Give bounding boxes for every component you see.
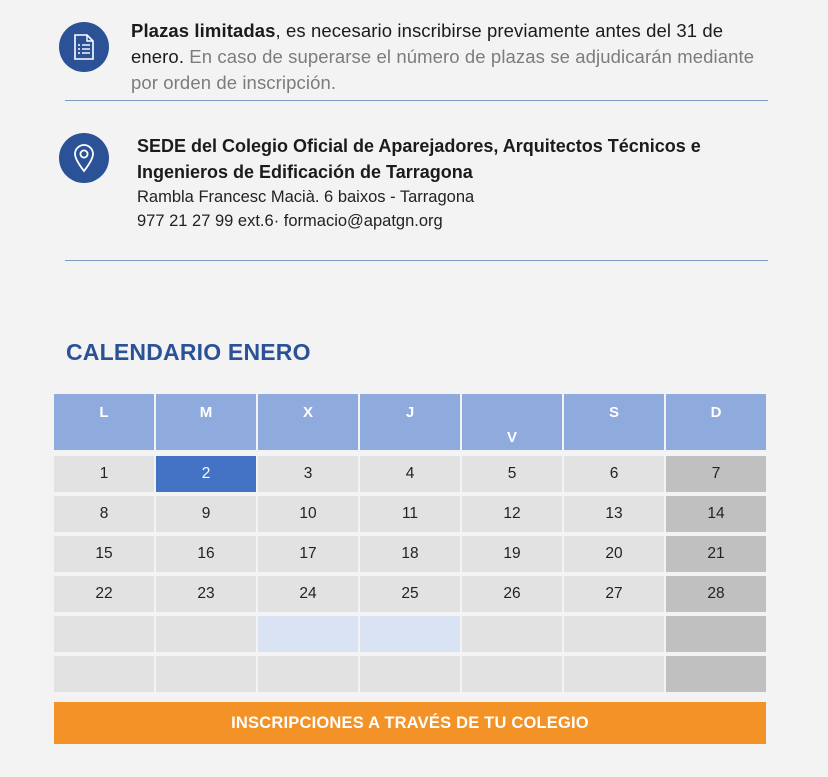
calendar-day-sunday: 21	[666, 536, 766, 572]
venue-name: SEDE del Colegio Oficial de Aparejadores, Arquitectos Técnicos e Ingenieros de Edificación de Tarragona	[137, 136, 701, 182]
calendar-week-empty	[54, 616, 766, 652]
registration-cta-banner[interactable]: INSCRIPCIONES A TRAVÉS DE TU COLEGIO	[54, 702, 766, 744]
calendar-day-sunday: 28	[666, 576, 766, 612]
calendar-day-empty	[666, 656, 766, 692]
calendar-day: 8	[54, 496, 154, 532]
calendar-day: 1	[54, 456, 154, 492]
calendar-day-empty	[258, 656, 358, 692]
calendar-day: 23	[156, 576, 256, 612]
calendar-day: 15	[54, 536, 154, 572]
calendar-day: 20	[564, 536, 664, 572]
calendar-day: 17	[258, 536, 358, 572]
day-header-v	[462, 394, 562, 450]
calendar-week-empty	[54, 656, 766, 692]
calendar-day-highlighted: 2	[156, 456, 256, 492]
registration-deadline: , es necesario inscribirse previamente antes del 31 de enero.	[131, 20, 724, 67]
calendar-day-empty	[666, 616, 766, 652]
calendar-day-sunday: 7	[666, 456, 766, 492]
calendar-day: 13	[564, 496, 664, 532]
document-list-icon	[59, 22, 109, 72]
calendar-day: 25	[360, 576, 460, 612]
calendar-day-empty	[54, 616, 154, 652]
day-header-l: L	[54, 394, 154, 450]
calendar-day: 9	[156, 496, 256, 532]
calendar-day: 22	[54, 576, 154, 612]
day-header-m: M	[156, 394, 256, 450]
calendar-day: 6	[564, 456, 664, 492]
calendar-day: 24	[258, 576, 358, 612]
location-pin-icon	[59, 133, 109, 183]
calendar-grid	[54, 394, 766, 696]
day-header-s: S	[564, 394, 664, 450]
day-header-d: D	[666, 394, 766, 450]
calendar-day: 18	[360, 536, 460, 572]
calendar-day-empty	[258, 616, 358, 652]
calendar-day: 12	[462, 496, 562, 532]
divider	[65, 100, 768, 101]
calendar-day: 11	[360, 496, 460, 532]
day-header-x: X	[258, 394, 358, 450]
day-header-v-label: V	[506, 429, 517, 446]
calendar-day-empty	[156, 616, 256, 652]
calendar-week	[54, 576, 766, 612]
calendar-day-empty	[462, 616, 562, 652]
calendar-day: 27	[564, 576, 664, 612]
calendar-day-empty	[54, 656, 154, 692]
calendar-day-empty	[156, 656, 256, 692]
registration-note: En caso de superarse el número de plazas se adjudicarán mediante por orden de inscripción.	[131, 46, 755, 93]
calendar-day: 26	[462, 576, 562, 612]
day-header-j: J	[360, 394, 460, 450]
venue-address: Rambla Francesc Macià. 6 baixos - Tarragona	[137, 188, 475, 206]
calendar-week	[54, 496, 766, 532]
registration-text	[131, 18, 771, 96]
calendar-header-row	[54, 394, 766, 450]
calendar-day: 4	[360, 456, 460, 492]
calendar-week	[54, 456, 766, 492]
calendar-day-sunday: 14	[666, 496, 766, 532]
registration-lead: Plazas limitadas	[131, 20, 276, 41]
venue-contact: 977 21 27 99 ext.6· formacio@apatgn.org	[137, 212, 443, 230]
calendar-title: CALENDARIO ENERO	[66, 339, 311, 365]
calendar-day-empty	[564, 656, 664, 692]
calendar-day: 5	[462, 456, 562, 492]
calendar-day: 10	[258, 496, 358, 532]
calendar-day-empty	[462, 656, 562, 692]
calendar-day-empty	[360, 616, 460, 652]
calendar-day-empty	[360, 656, 460, 692]
calendar-day: 19	[462, 536, 562, 572]
calendar-day: 3	[258, 456, 358, 492]
venue-text	[137, 133, 777, 233]
calendar-day: 16	[156, 536, 256, 572]
calendar-day-empty	[564, 616, 664, 652]
calendar-week	[54, 536, 766, 572]
divider	[65, 260, 768, 261]
